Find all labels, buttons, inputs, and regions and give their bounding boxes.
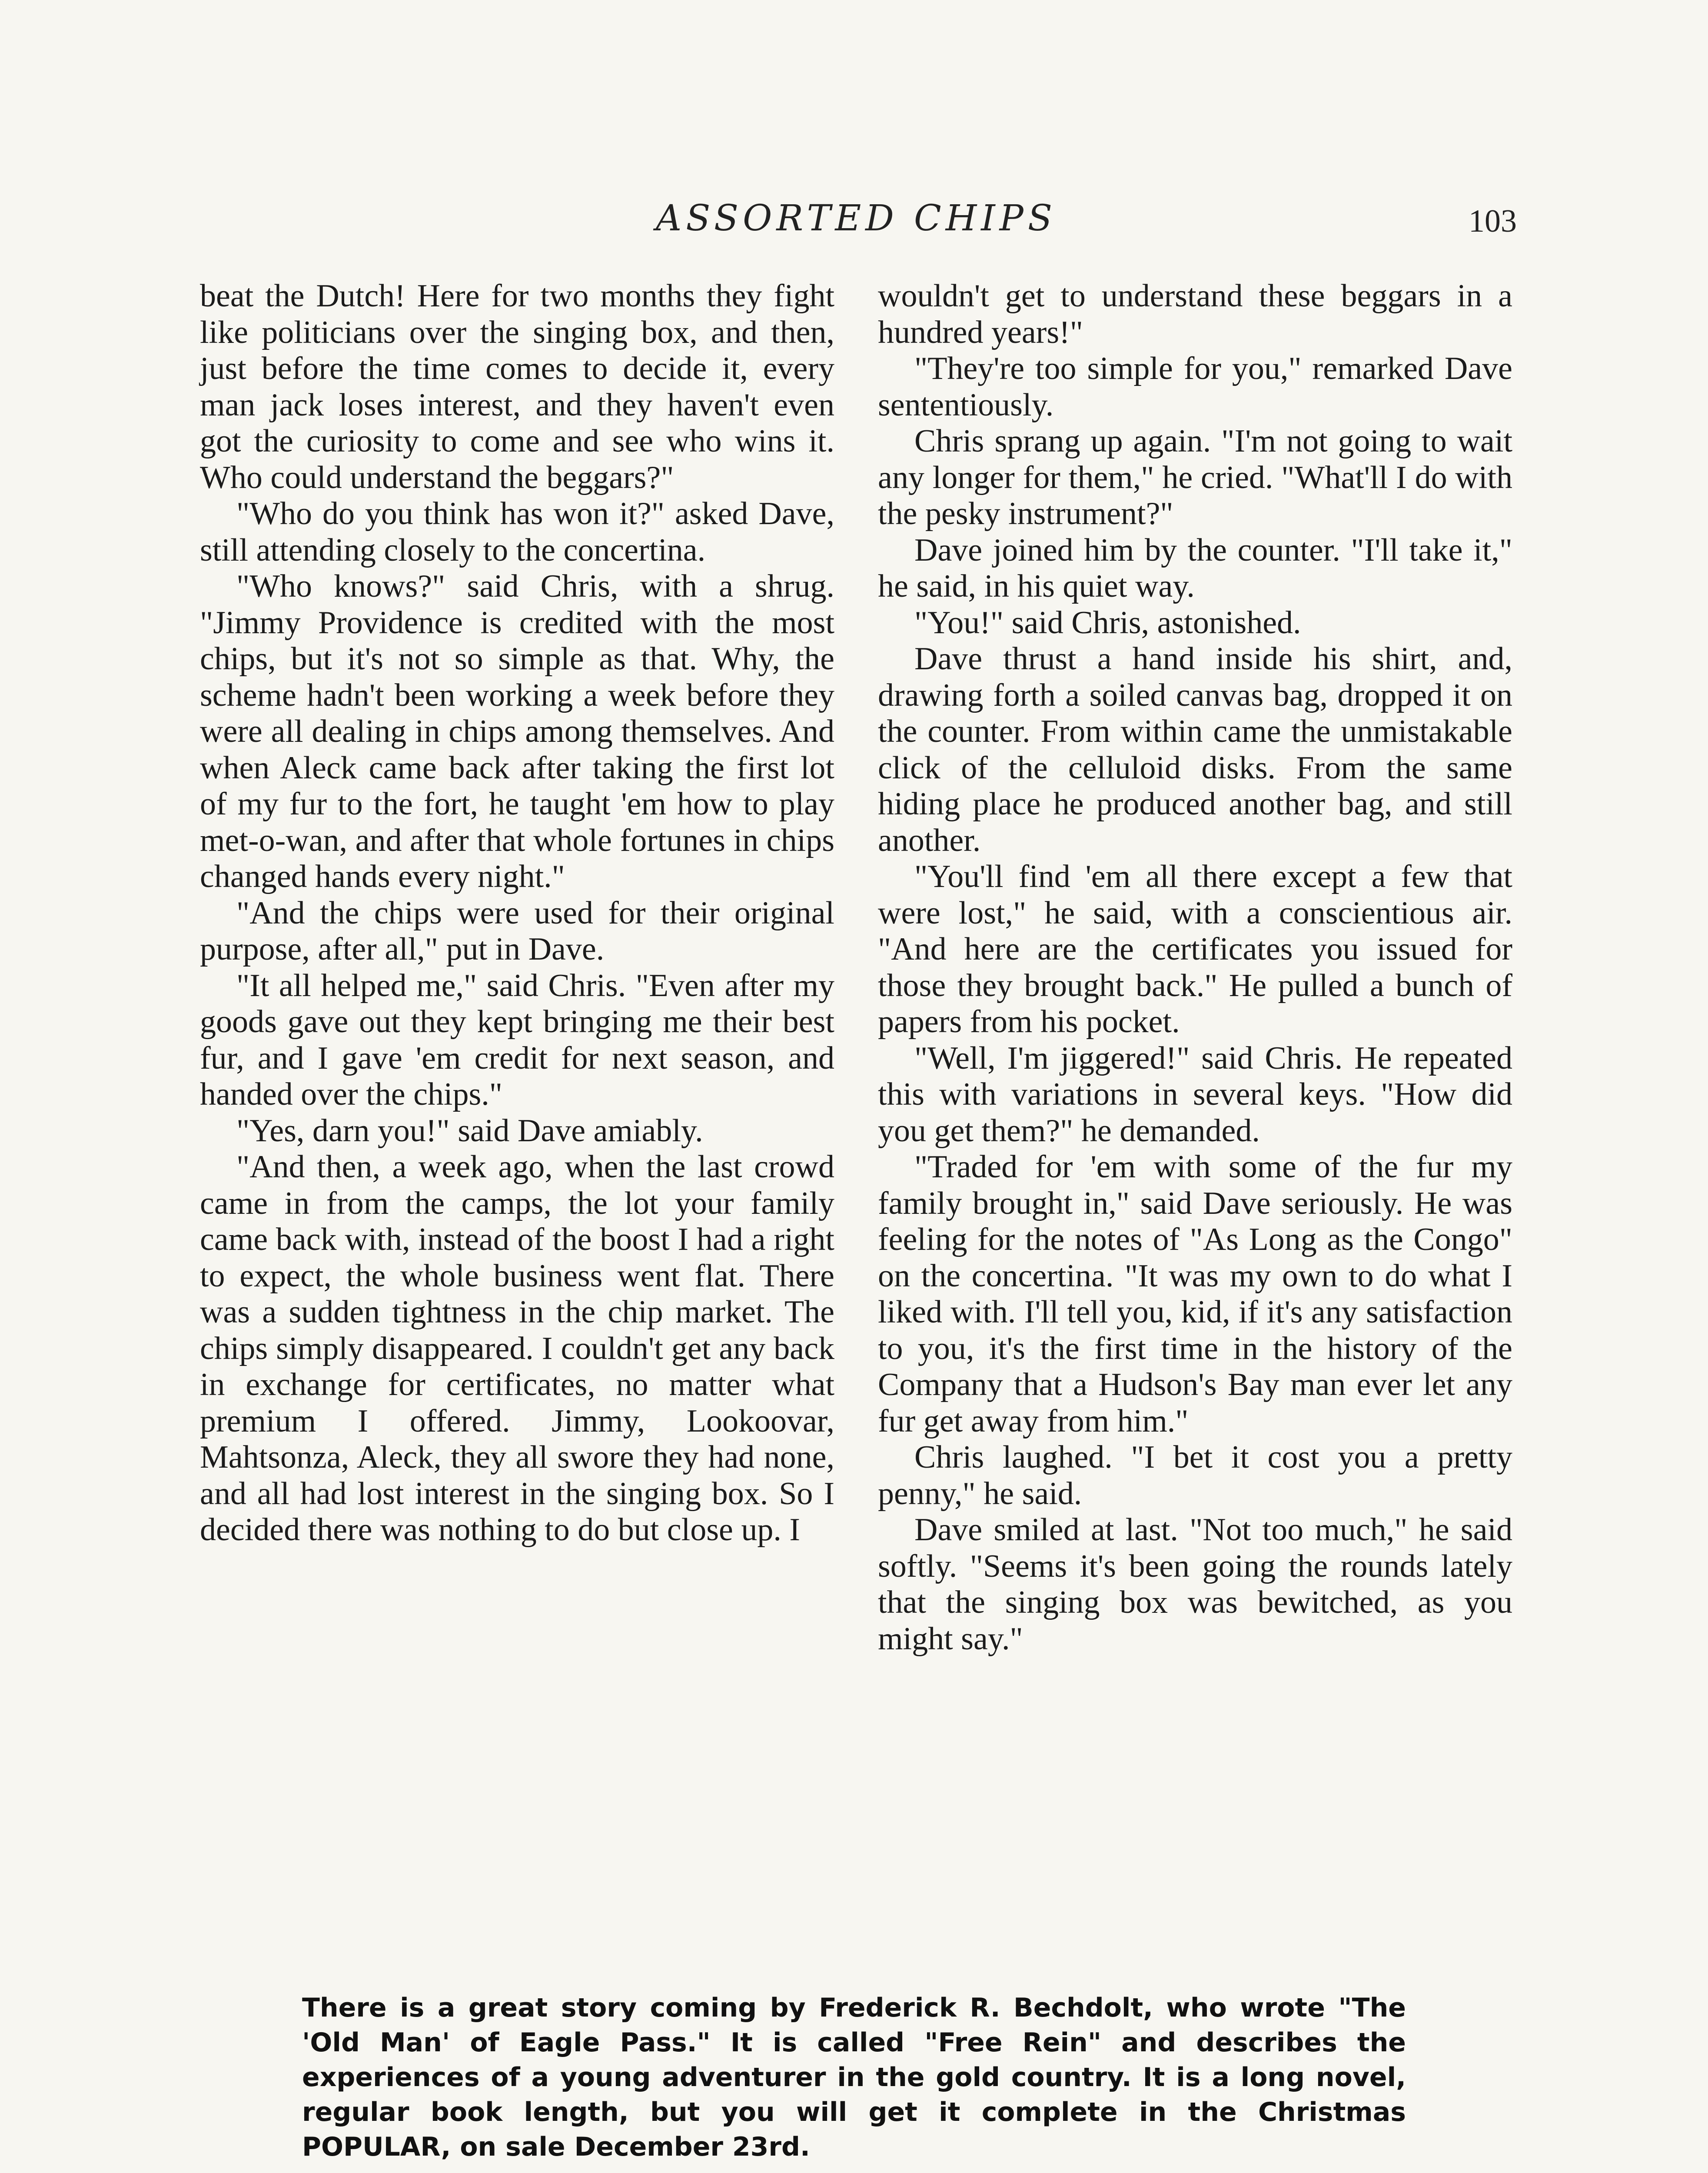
paragraph: "It all helped me," said Chris. "Even after my goods gave out they kept bringing me their best fur, and I gave 'em credit for next season, and handed over the chips." <box>200 967 834 1112</box>
upcoming-story-notice: There is a great story coming by Frederick R. Bechdolt, who wrote "The 'Old Man' of Eagle Pass." It is called "Free Rein" and describes the experiences of a young adventurer in the gold country. It is a long novel, regular book length, but you will get it complete in the Christmas POPULAR, on sale December 23rd. <box>302 1993 1406 2162</box>
paragraph: "Who knows?" said Chris, with a shrug. "Jimmy Providence is credited with the most chips, but it's not so simple as that. Why, the scheme hadn't been working a week before they were all dealing in chips among themselves. And when Aleck came back after taking the first lot of my fur to the fort, he taught 'em how to play met-o-wan, and after that whole fortunes in chips changed hands every night." <box>200 568 834 894</box>
left-column <box>200 278 834 1548</box>
paragraph: Dave thrust a hand inside his shirt, and, drawing forth a soiled canvas bag, dropped it on the counter. From within came the unmistakable click of the celluloid disks. From the same hiding place he produced another bag, and still another. <box>878 641 1512 858</box>
paragraph: Dave joined him by the counter. "I'll take it," he said, in his quiet way. <box>878 532 1512 604</box>
paragraph: "And the chips were used for their original purpose, after all," put in Dave. <box>200 895 834 967</box>
paragraph: "Well, I'm jiggered!" said Chris. He repeated this with variations in several keys. "How did you get them?" he demanded. <box>878 1040 1512 1149</box>
paragraph: "Yes, darn you!" said Dave amiably. <box>236 1113 703 1149</box>
page-header <box>0 198 1708 246</box>
paragraph: "Traded for 'em with some of the fur my family brought in," said Dave seriously. He was feeling for the notes of "As Long as the Congo" on the concertina. "It was my own to do what I liked with. I'll tell you, kid, if it's any satisfaction to you, it's the first time in the history of the Company that a Hudson's Bay man ever let any fur get away from him." <box>878 1149 1512 1439</box>
paragraph: beat the Dutch! Here for two months they fight like politicians over the singing box, and then, just before the time comes to decide it, every man jack loses interest, and they haven't even got the curiosity to come and see who wins it. Who could understand the beggars?" <box>200 278 834 495</box>
paragraph: wouldn't get to understand these beggars in a hundred years!" <box>878 278 1512 350</box>
paragraph: "Who do you think has won it?" asked Dave, still attending closely to the concertina. <box>200 496 834 568</box>
paragraph: Dave smiled at last. "Not too much," he said softly. "Seems it's been going the rounds lately that the singing box was bewitched, as you might say." <box>878 1512 1512 1657</box>
paragraph: "They're too simple for you," remarked Dave sententiously. <box>878 351 1512 423</box>
paragraph: "You!" said Chris, astonished. <box>914 605 1301 641</box>
paragraph: Chris sprang up again. "I'm not going to wait any longer for them," he cried. "What'll I do with the pesky instrument?" <box>878 423 1512 532</box>
paragraph: "And then, a week ago, when the last crowd came in from the camps, the lot your family came back with, instead of the boost I had a right to expect, the whole business went flat. There was a sudden tightness in the chip market. The chips simply disappeared. I couldn't get any back in exchange for certificates, no matter what premium I offered. Jimmy, Lookoovar, Mahtsonza, Aleck, they all swore they had none, and all had lost interest in the singing box. So I decided there was nothing to do but close up. I <box>200 1149 834 1548</box>
right-column <box>878 278 1512 1657</box>
running-title: ASSORTED CHIPS <box>655 198 1057 239</box>
page-number: 103 <box>1469 203 1517 239</box>
paragraph: Chris laughed. "I bet it cost you a pretty penny," he said. <box>878 1439 1512 1512</box>
paragraph: "You'll find 'em all there except a few that were lost," he said, with a conscientious air. "And here are the certificates you issued for those they brought back." He pulled a bunch of papers from his pocket. <box>878 859 1512 1040</box>
